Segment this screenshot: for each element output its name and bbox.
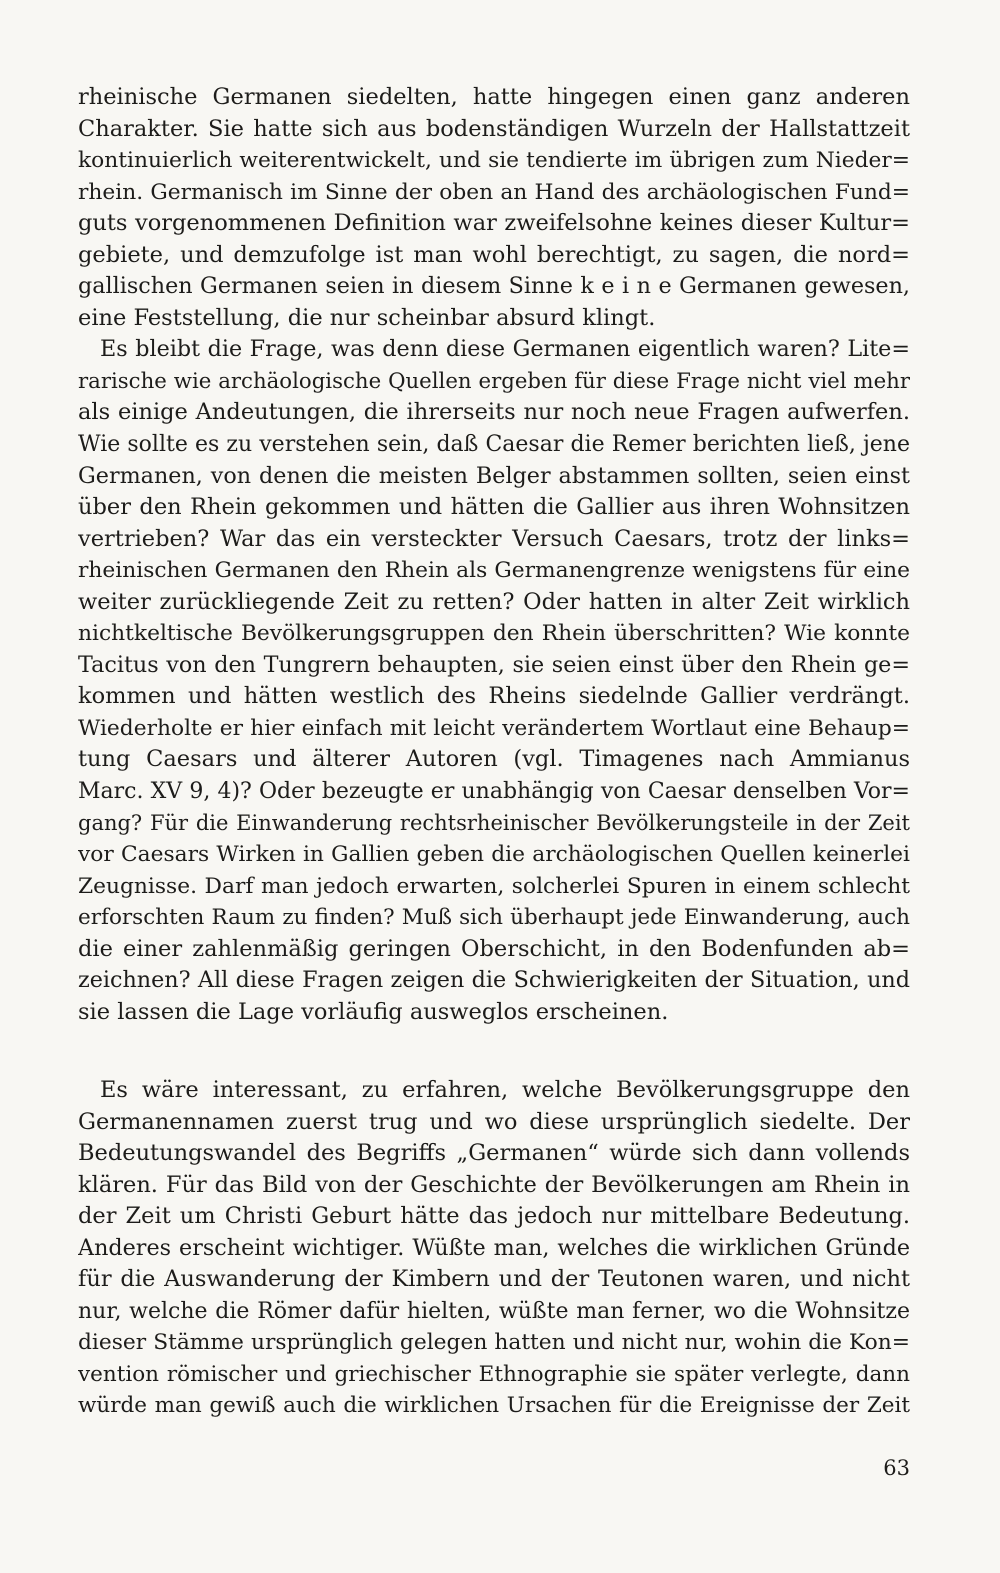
paragraph-2 [78,334,910,1028]
text-line: Wiederholte er hier einfach mit leicht verändertem Wortlaut eine Behaup= [78,715,910,741]
text-line: als einige Andeutungen, die ihrerseits nur noch neue Fragen aufwerfen. [78,399,910,426]
text-line: vor Caesars Wirken in Gallien geben die archäologischen Quellen keinerlei [78,842,910,868]
page-number: 63 [883,1456,910,1480]
text-line: kontinuierlich weiterentwickelt, und sie tendierte im übrigen zum Nieder= [78,148,910,174]
text-line: Marc. XV 9, 4)? Oder bezeugte er unabhängig von Caesar denselben Vor= [78,779,910,805]
text-line: klären. Für das Bild von der Geschichte der Bevölkerungen am Rhein in [78,1171,910,1198]
text-line: Germanennamen zuerst trug und wo diese ursprünglich siedelte. Der [78,1108,910,1135]
text-column-lower [78,1075,910,1422]
text-line: nur, welche die Römer dafür hielten, wüßte man ferner, wo die Wohnsitze [78,1298,910,1324]
text-line: gebiete, und demzufolge ist man wohl berechtigt, zu sagen, die nord= [78,241,910,268]
paragraph-3 [78,1075,910,1422]
text-line: Es wäre interessant, zu erfahren, welche Bevölkerungsgruppe den [100,1077,910,1103]
text-line: Bedeutungswandel des Begriffs „Germanen“ würde sich dann vollends [78,1140,910,1167]
text-line: vention römischer und griechischer Ethnographie sie später verlegte, dann [78,1361,910,1387]
text-line: rhein. Germanisch im Sinne der oben an Hand des archäologischen Fund= [78,179,910,205]
text-line: Zeugnisse. Darf man jedoch erwarten, solcherlei Spuren in einem schlecht [78,873,910,899]
text-line: rheinischen Germanen den Rhein als Germanengrenze wenigstens für eine [78,558,910,584]
text-line: die einer zahlenmäßig geringen Oberschicht, in den Bodenfunden ab= [78,935,910,962]
paragraph-1 [78,82,910,334]
text-line: sie lassen die Lage vorläufig ausweglos erscheinen. [78,998,669,1025]
text-line: für die Auswanderung der Kimbern und der Teutonen waren, und nicht [78,1266,910,1293]
text-line: zeichnen? All diese Fragen zeigen die Schwierigkeiten der Situation, und [78,967,910,994]
text-line: Germanen, von denen die meisten Belger abstammen sollten, seien einst [78,462,910,489]
text-line: rarische wie archäologische Quellen ergeben für diese Frage nicht viel mehr [78,368,910,394]
text-line: Anderes erscheint wichtiger. Wüßte man, welches die wirklichen Gründe [78,1234,910,1261]
text-line: guts vorgenommenen Definition war zweifelsohne keines dieser Kultur= [78,210,910,237]
text-line: vertrieben? War das ein versteckter Versuch Caesars, trotz der links= [78,525,910,552]
text-line: Wie sollte es zu verstehen sein, daß Caesar die Remer berichten ließ, jene [78,432,910,458]
text-line: eine Feststellung, die nur scheinbar absurd klingt. [78,304,656,331]
text-line: nichtkeltische Bevölkerungsgruppen den Rhein überschritten? Wie konnte [78,621,910,647]
text-line: kommen und hätten westlich des Rheins siedelnde Gallier verdrängt. [78,683,910,710]
text-line: gallischen Germanen seien in diesem Sinne k e i n e Germanen gewesen, [78,273,910,300]
text-line: der Zeit um Christi Geburt hätte das jedoch nur mittelbare Bedeutung. [78,1203,910,1230]
text-line: gang? Für die Einwanderung rechtsrheinischer Bevölkerungsteile in der Zeit [78,810,910,835]
text-line: Es bleibt die Frage, was denn diese Germanen eigentlich waren? Lite= [100,336,910,363]
text-line: erforschten Raum zu finden? Muß sich überhaupt jede Einwanderung, auch [78,905,910,931]
text-line: über den Rhein gekommen und hätten die Gallier aus ihren Wohnsitzen [78,494,910,521]
text-column-upper [78,82,910,1028]
text-line: dieser Stämme ursprünglich gelegen hatten und nicht nur, wohin die Kon= [78,1330,910,1356]
text-line: tung Caesars und älterer Autoren (vgl. Timagenes nach Ammianus [78,746,910,773]
text-line: würde man gewiß auch die wirklichen Ursachen für die Ereignisse der Zeit [78,1393,910,1419]
text-line: weiter zurückliegende Zeit zu retten? Oder hatten in alter Zeit wirklich [78,588,910,615]
text-line: Tacitus von den Tungrern behaupten, sie seien einst über den Rhein ge= [78,651,910,678]
text-line: rheinische Germanen siedelten, hatte hingegen einen ganz anderen [78,84,910,110]
text-line: Charakter. Sie hatte sich aus bodenständigen Wurzeln der Hallstattzeit [78,115,910,142]
